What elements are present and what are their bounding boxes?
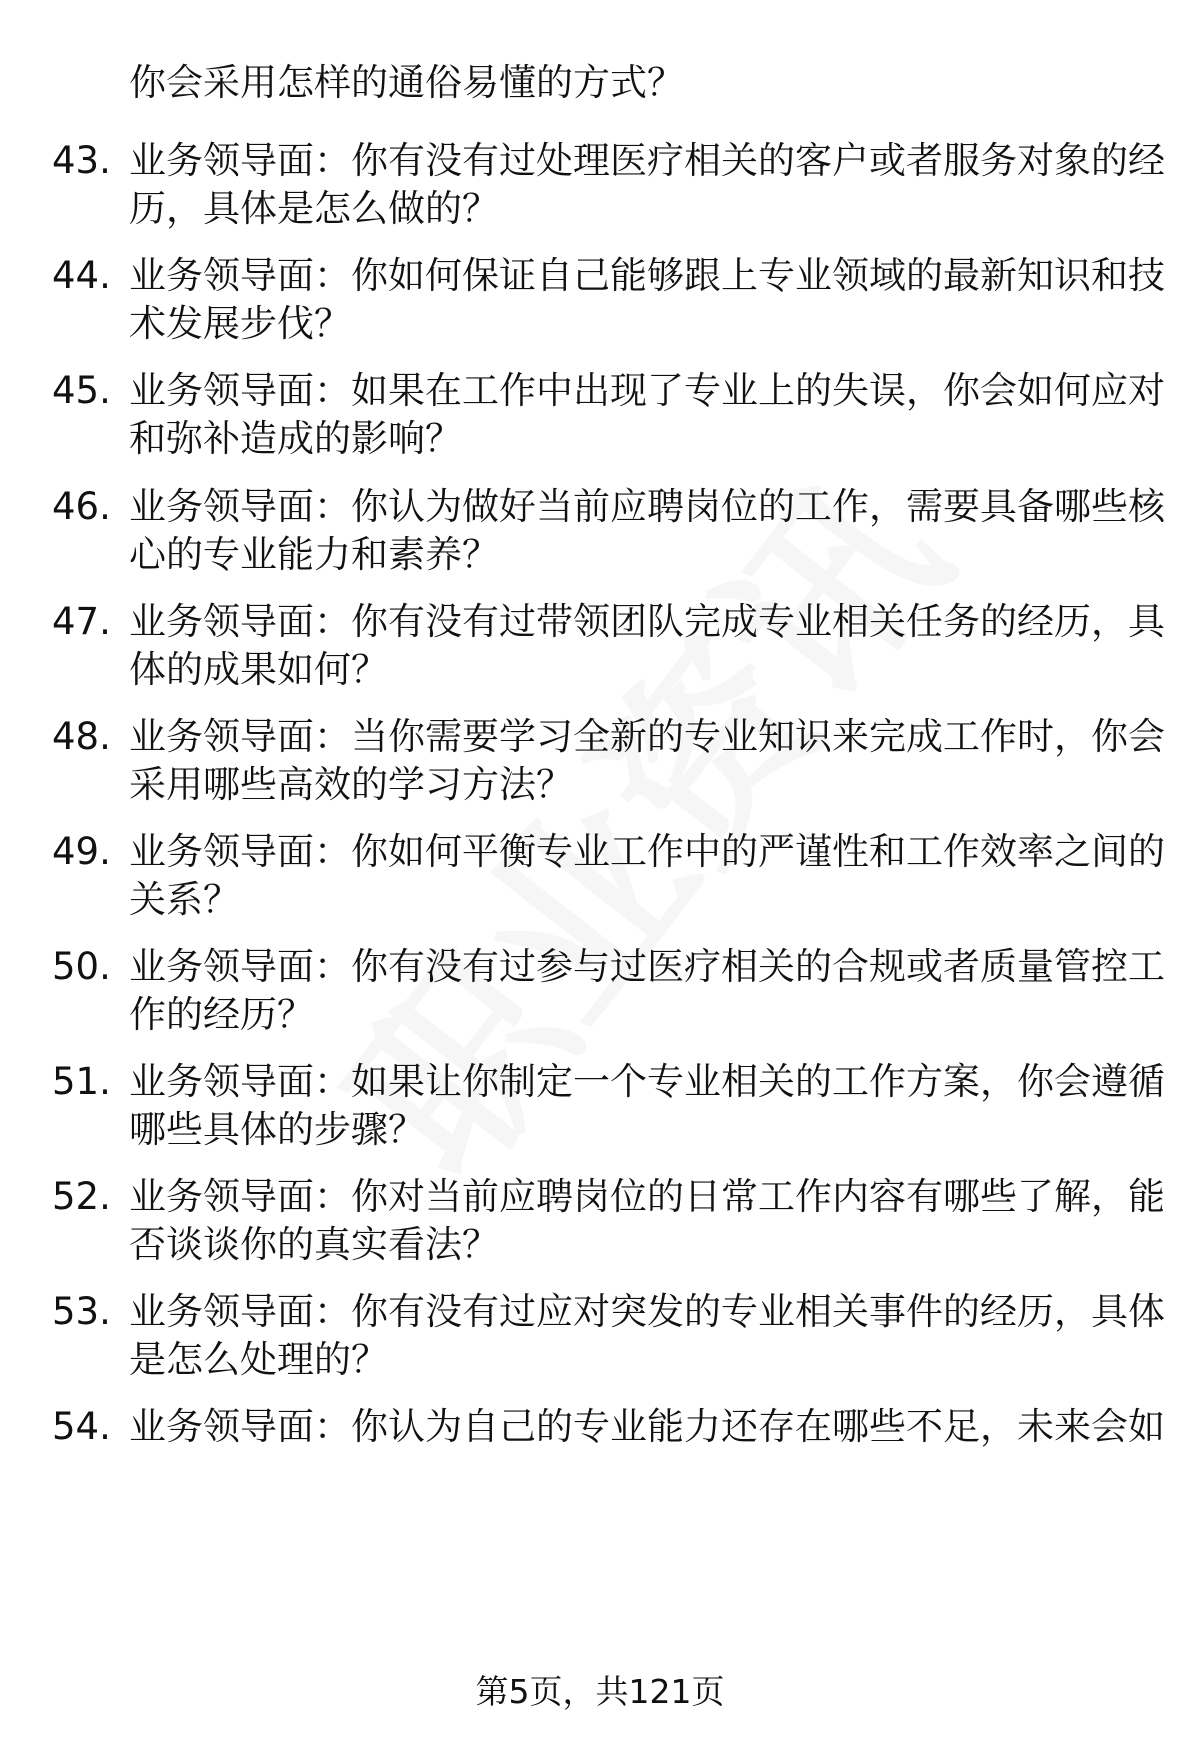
question-text-line: 术发展步伐？: [129, 302, 351, 345]
page-footer: 第5页，共121页: [475, 1672, 725, 1711]
question-item: [0, 364, 1200, 484]
question-item: [0, 1170, 1200, 1290]
question-item: [0, 1400, 1200, 1520]
question-text-line: 哪些具体的步骤？: [129, 1108, 425, 1151]
question-text-line: 业务领导面：你有没有过应对突发的专业相关事件的经历，具体: [129, 1290, 1165, 1333]
question-text-line: 历，具体是怎么做的？: [129, 187, 499, 230]
question-item: [0, 134, 1200, 254]
question-item: [0, 1285, 1200, 1405]
question-text-line: 关系？: [129, 878, 240, 921]
question-item: [0, 480, 1200, 600]
question-number: 51.: [52, 1060, 111, 1103]
question-number: 53.: [52, 1290, 111, 1333]
continuation-text: 你会采用怎样的通俗易懂的方式？: [129, 61, 684, 104]
question-text-line: 业务领导面：你有没有过参与过医疗相关的合规或者质量管控工: [129, 945, 1165, 988]
question-text-line: 业务领导面：如果在工作中出现了专业上的失误，你会如何应对: [129, 369, 1165, 412]
question-item: [0, 595, 1200, 715]
question-number: 48.: [52, 715, 111, 758]
question-number: 54.: [52, 1405, 111, 1448]
question-text-line: 业务领导面：你有没有过处理医疗相关的客户或者服务对象的经: [129, 139, 1165, 182]
question-item: [0, 1055, 1200, 1175]
question-text-line: 和弥补造成的影响？: [129, 417, 462, 460]
question-text-line: 是怎么处理的？: [129, 1338, 388, 1381]
question-text-line: 业务领导面：你如何保证自己能够跟上专业领域的最新知识和技: [129, 254, 1165, 297]
question-item: [0, 710, 1200, 830]
question-text-line: 业务领导面：你对当前应聘岗位的日常工作内容有哪些了解，能: [129, 1175, 1165, 1218]
question-number: 45.: [52, 369, 111, 412]
question-number: 52.: [52, 1175, 111, 1218]
question-text-line: 业务领导面：你有没有过带领团队完成专业相关任务的经历，具: [129, 600, 1165, 643]
question-text-line: 作的经历？: [129, 993, 314, 1036]
question-text-line: 业务领导面：你认为做好当前应聘岗位的工作，需要具备哪些核: [129, 485, 1165, 528]
question-text-line: 否谈谈你的真实看法？: [129, 1223, 499, 1266]
question-text-line: 采用哪些高效的学习方法？: [129, 763, 573, 806]
question-text-line: 业务领导面：你认为自己的专业能力还存在哪些不足，未来会如: [129, 1405, 1165, 1448]
question-number: 43.: [52, 139, 111, 182]
question-number: 49.: [52, 830, 111, 873]
question-number: 46.: [52, 485, 111, 528]
question-item: [0, 249, 1200, 369]
question-text-line: 体的成果如何？: [129, 648, 388, 691]
question-number: 50.: [52, 945, 111, 988]
question-text-line: 心的专业能力和素养？: [129, 533, 499, 576]
question-text-line: 业务领导面：如果让你制定一个专业相关的工作方案，你会遵循: [129, 1060, 1165, 1103]
question-item: [0, 825, 1200, 945]
question-text-line: 业务领导面：你如何平衡专业工作中的严谨性和工作效率之间的: [129, 830, 1165, 873]
question-item: [0, 940, 1200, 1060]
question-number: 47.: [52, 600, 111, 643]
question-text-line: 业务领导面：当你需要学习全新的专业知识来完成工作时，你会: [129, 715, 1165, 758]
question-number: 44.: [52, 254, 111, 297]
